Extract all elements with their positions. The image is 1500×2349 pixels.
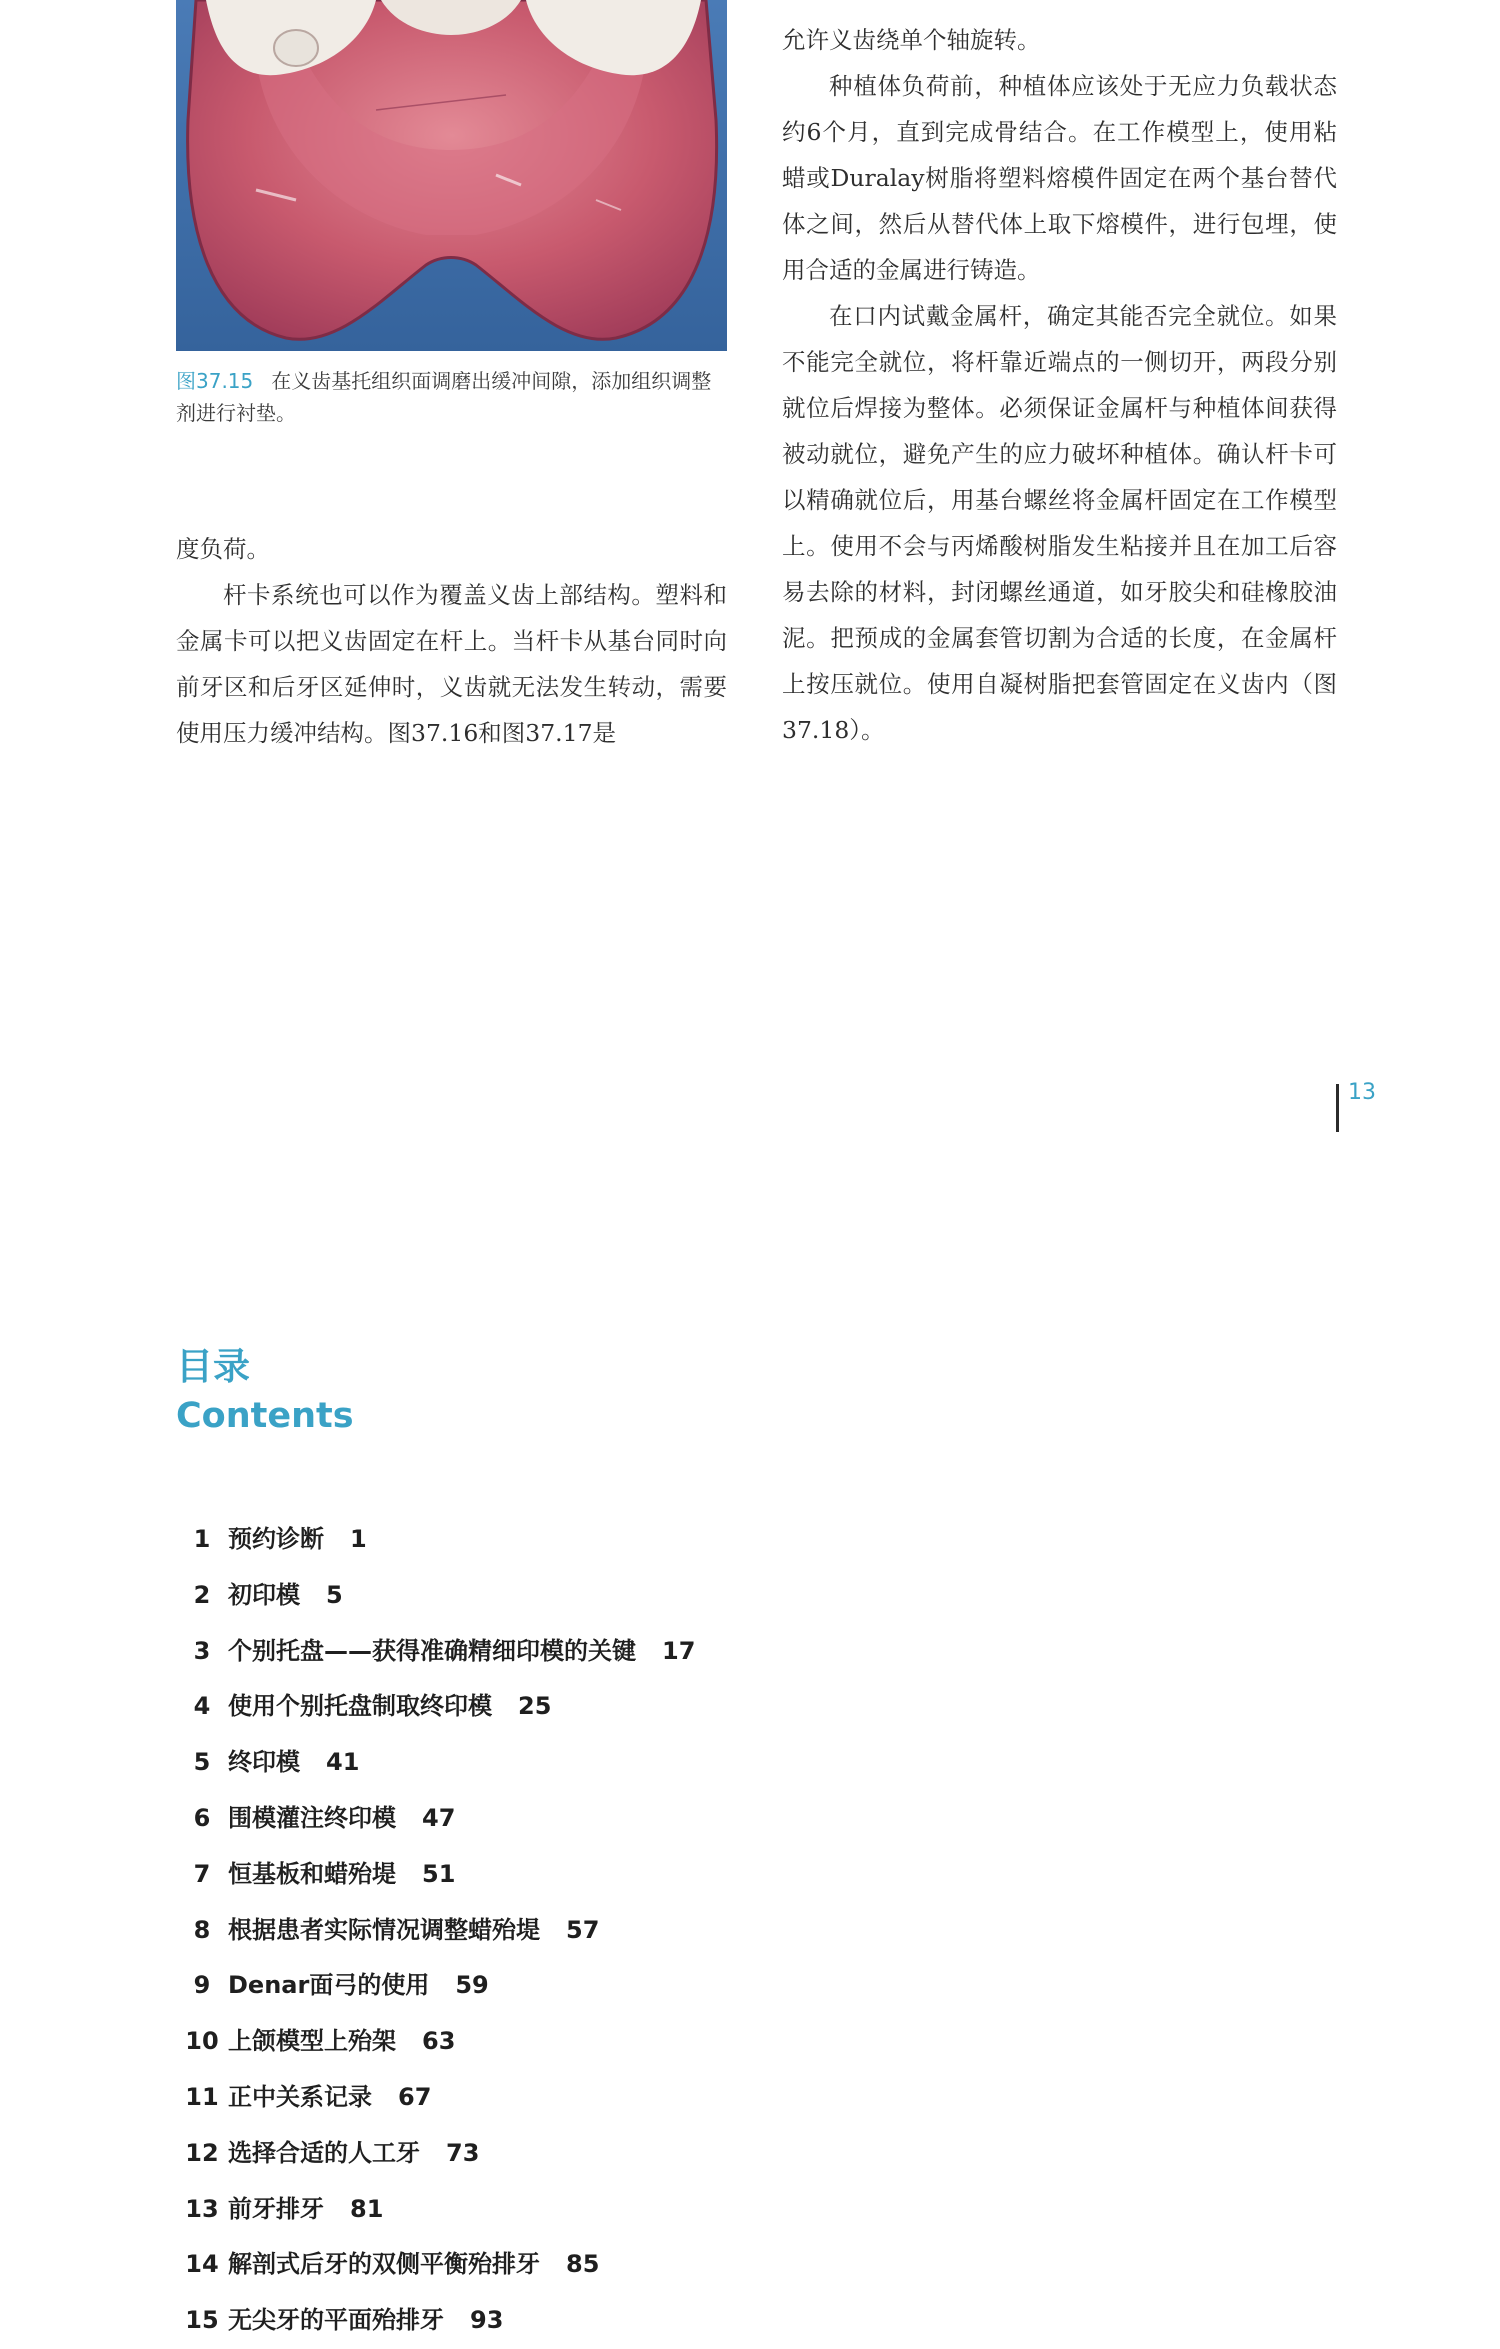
toc-item-page: 5 (326, 1580, 343, 1609)
toc-item-title: Denar面弓的使用 (228, 1971, 430, 2000)
toc-item-page: 67 (398, 2082, 432, 2111)
toc-item-title: 使用个别托盘制取终印模 (228, 1692, 492, 1721)
left-paragraph-1: 度负荷。 (176, 535, 270, 563)
contents-list (176, 1512, 1076, 2349)
toc-item-number: 6 (193, 1803, 211, 1832)
toc-item-number: 12 (185, 2138, 219, 2167)
toc-item-number: 9 (193, 1971, 211, 2000)
denture-illustration (176, 0, 727, 351)
toc-item-title: 根据患者实际情况调整蜡殆堤 (228, 1915, 540, 1944)
toc-item-title: 初印模 (228, 1580, 300, 1609)
toc-item-page: 85 (566, 2250, 600, 2279)
toc-item-title: 个别托盘——获得准确精细印模的关键 (228, 1636, 636, 1665)
contents-title-english: Contents (176, 1396, 354, 1436)
denture-photo (176, 0, 727, 351)
toc-item-page: 93 (470, 2306, 504, 2335)
toc-item-title: 选择合适的人工牙 (228, 2138, 420, 2167)
toc-item[interactable] (176, 1624, 1076, 1680)
toc-item-number: 7 (193, 1859, 211, 1888)
toc-item-page: 59 (455, 1971, 489, 2000)
toc-item-page: 51 (422, 1859, 456, 1888)
toc-item-number: 11 (185, 2082, 219, 2111)
toc-item-title: 前牙排牙 (228, 2194, 324, 2223)
left-text-column (176, 526, 727, 756)
toc-item[interactable] (176, 1568, 1076, 1624)
right-paragraph-2: 种植体负荷前，种植体应该处于无应力负载状态约6个月，直到完成骨结合。在工作模型上，使用粘蜡或Duralay树脂将塑料熔模件固定在两个基台替代体之间，然后从替代体上取下熔模件，进行包埋，使用合适的金属进行铸造。 (782, 72, 1337, 284)
toc-item[interactable] (176, 1735, 1076, 1791)
toc-item-page: 73 (446, 2138, 480, 2167)
toc-item-page: 47 (422, 1803, 456, 1832)
figure-caption-text: 在义齿基托组织面调磨出缓冲间隙，添加组织调整剂进行衬垫。 (176, 369, 712, 425)
toc-item-number: 15 (185, 2306, 219, 2335)
toc-item[interactable] (176, 2293, 1076, 2349)
toc-item-title: 围模灌注终印模 (228, 1803, 396, 1832)
toc-item[interactable] (176, 2070, 1076, 2126)
toc-item[interactable] (176, 1791, 1076, 1847)
toc-item-number: 2 (193, 1580, 211, 1609)
toc-item-number: 4 (193, 1692, 211, 1721)
toc-item[interactable] (176, 2014, 1076, 2070)
toc-item[interactable] (176, 1679, 1076, 1735)
figure-caption (176, 365, 727, 429)
page-number: 13 (1348, 1080, 1376, 1105)
toc-item-number: 10 (185, 2027, 219, 2056)
toc-item[interactable] (176, 1903, 1076, 1959)
contents-title-chinese: 目录 (176, 1345, 250, 1388)
toc-item-page: 25 (518, 1692, 552, 1721)
toc-item-page: 57 (566, 1915, 600, 1944)
toc-item-title: 预约诊断 (228, 1525, 324, 1553)
toc-item-page: 63 (422, 2027, 456, 2056)
left-paragraph-2: 杆卡系统也可以作为覆盖义齿上部结构。塑料和金属卡可以把义齿固定在杆上。当杆卡从基台同时向前牙区和后牙区延伸时，义齿就无法发生转动，需要使用压力缓冲结构。图37.16和图37.17是 (176, 581, 727, 747)
toc-item-number: 5 (193, 1748, 211, 1777)
toc-item-number: 13 (185, 2194, 219, 2223)
toc-item-title: 无尖牙的平面殆排牙 (228, 2306, 444, 2335)
toc-item-page: 41 (326, 1748, 360, 1777)
figure-label: 图37.15 (176, 369, 254, 393)
toc-item[interactable] (176, 2182, 1076, 2238)
page-number-rule (1336, 1084, 1339, 1132)
toc-item[interactable] (176, 2237, 1076, 2293)
toc-item-number: 14 (185, 2250, 219, 2279)
toc-item-number: 8 (193, 1915, 211, 1944)
toc-item-title: 解剖式后牙的双侧平衡殆排牙 (228, 2250, 540, 2279)
toc-item[interactable] (176, 1847, 1076, 1903)
right-paragraph-1: 允许义齿绕单个轴旋转。 (782, 26, 1041, 54)
toc-item-number: 3 (193, 1636, 211, 1665)
toc-item[interactable] (176, 1512, 1076, 1568)
toc-item-page: 1 (350, 1525, 367, 1553)
toc-item-title: 恒基板和蜡殆堤 (228, 1859, 396, 1888)
toc-item[interactable] (176, 2126, 1076, 2182)
toc-item-page: 81 (350, 2194, 384, 2223)
toc-item-title: 终印模 (228, 1748, 300, 1777)
toc-item-title: 正中关系记录 (228, 2082, 372, 2111)
toc-item-title: 上颌模型上殆架 (228, 2027, 396, 2056)
toc-item[interactable] (176, 1958, 1076, 2014)
toc-item-page: 17 (662, 1636, 696, 1665)
toc-item-number: 1 (193, 1525, 211, 1553)
right-paragraph-3: 在口内试戴金属杆，确定其能否完全就位。如果不能完全就位，将杆靠近端点的一侧切开，两段分别就位后焊接为整体。必须保证金属杆与种植体间获得被动就位，避免产生的应力破坏种植体。确认杆卡可以精确就位后，用基台螺丝将金属杆固定在工作模型上。使用不会与丙烯酸树脂发生粘接并且在加工后容易去除的材料，封闭螺丝通道，如牙胶尖和硅橡胶油泥。把预成的金属套管切割为合适的长度，在金属杆上按压就位。使用自凝树脂把套管固定在义齿内（图37.18）。 (782, 302, 1337, 744)
right-text-column (782, 17, 1337, 753)
